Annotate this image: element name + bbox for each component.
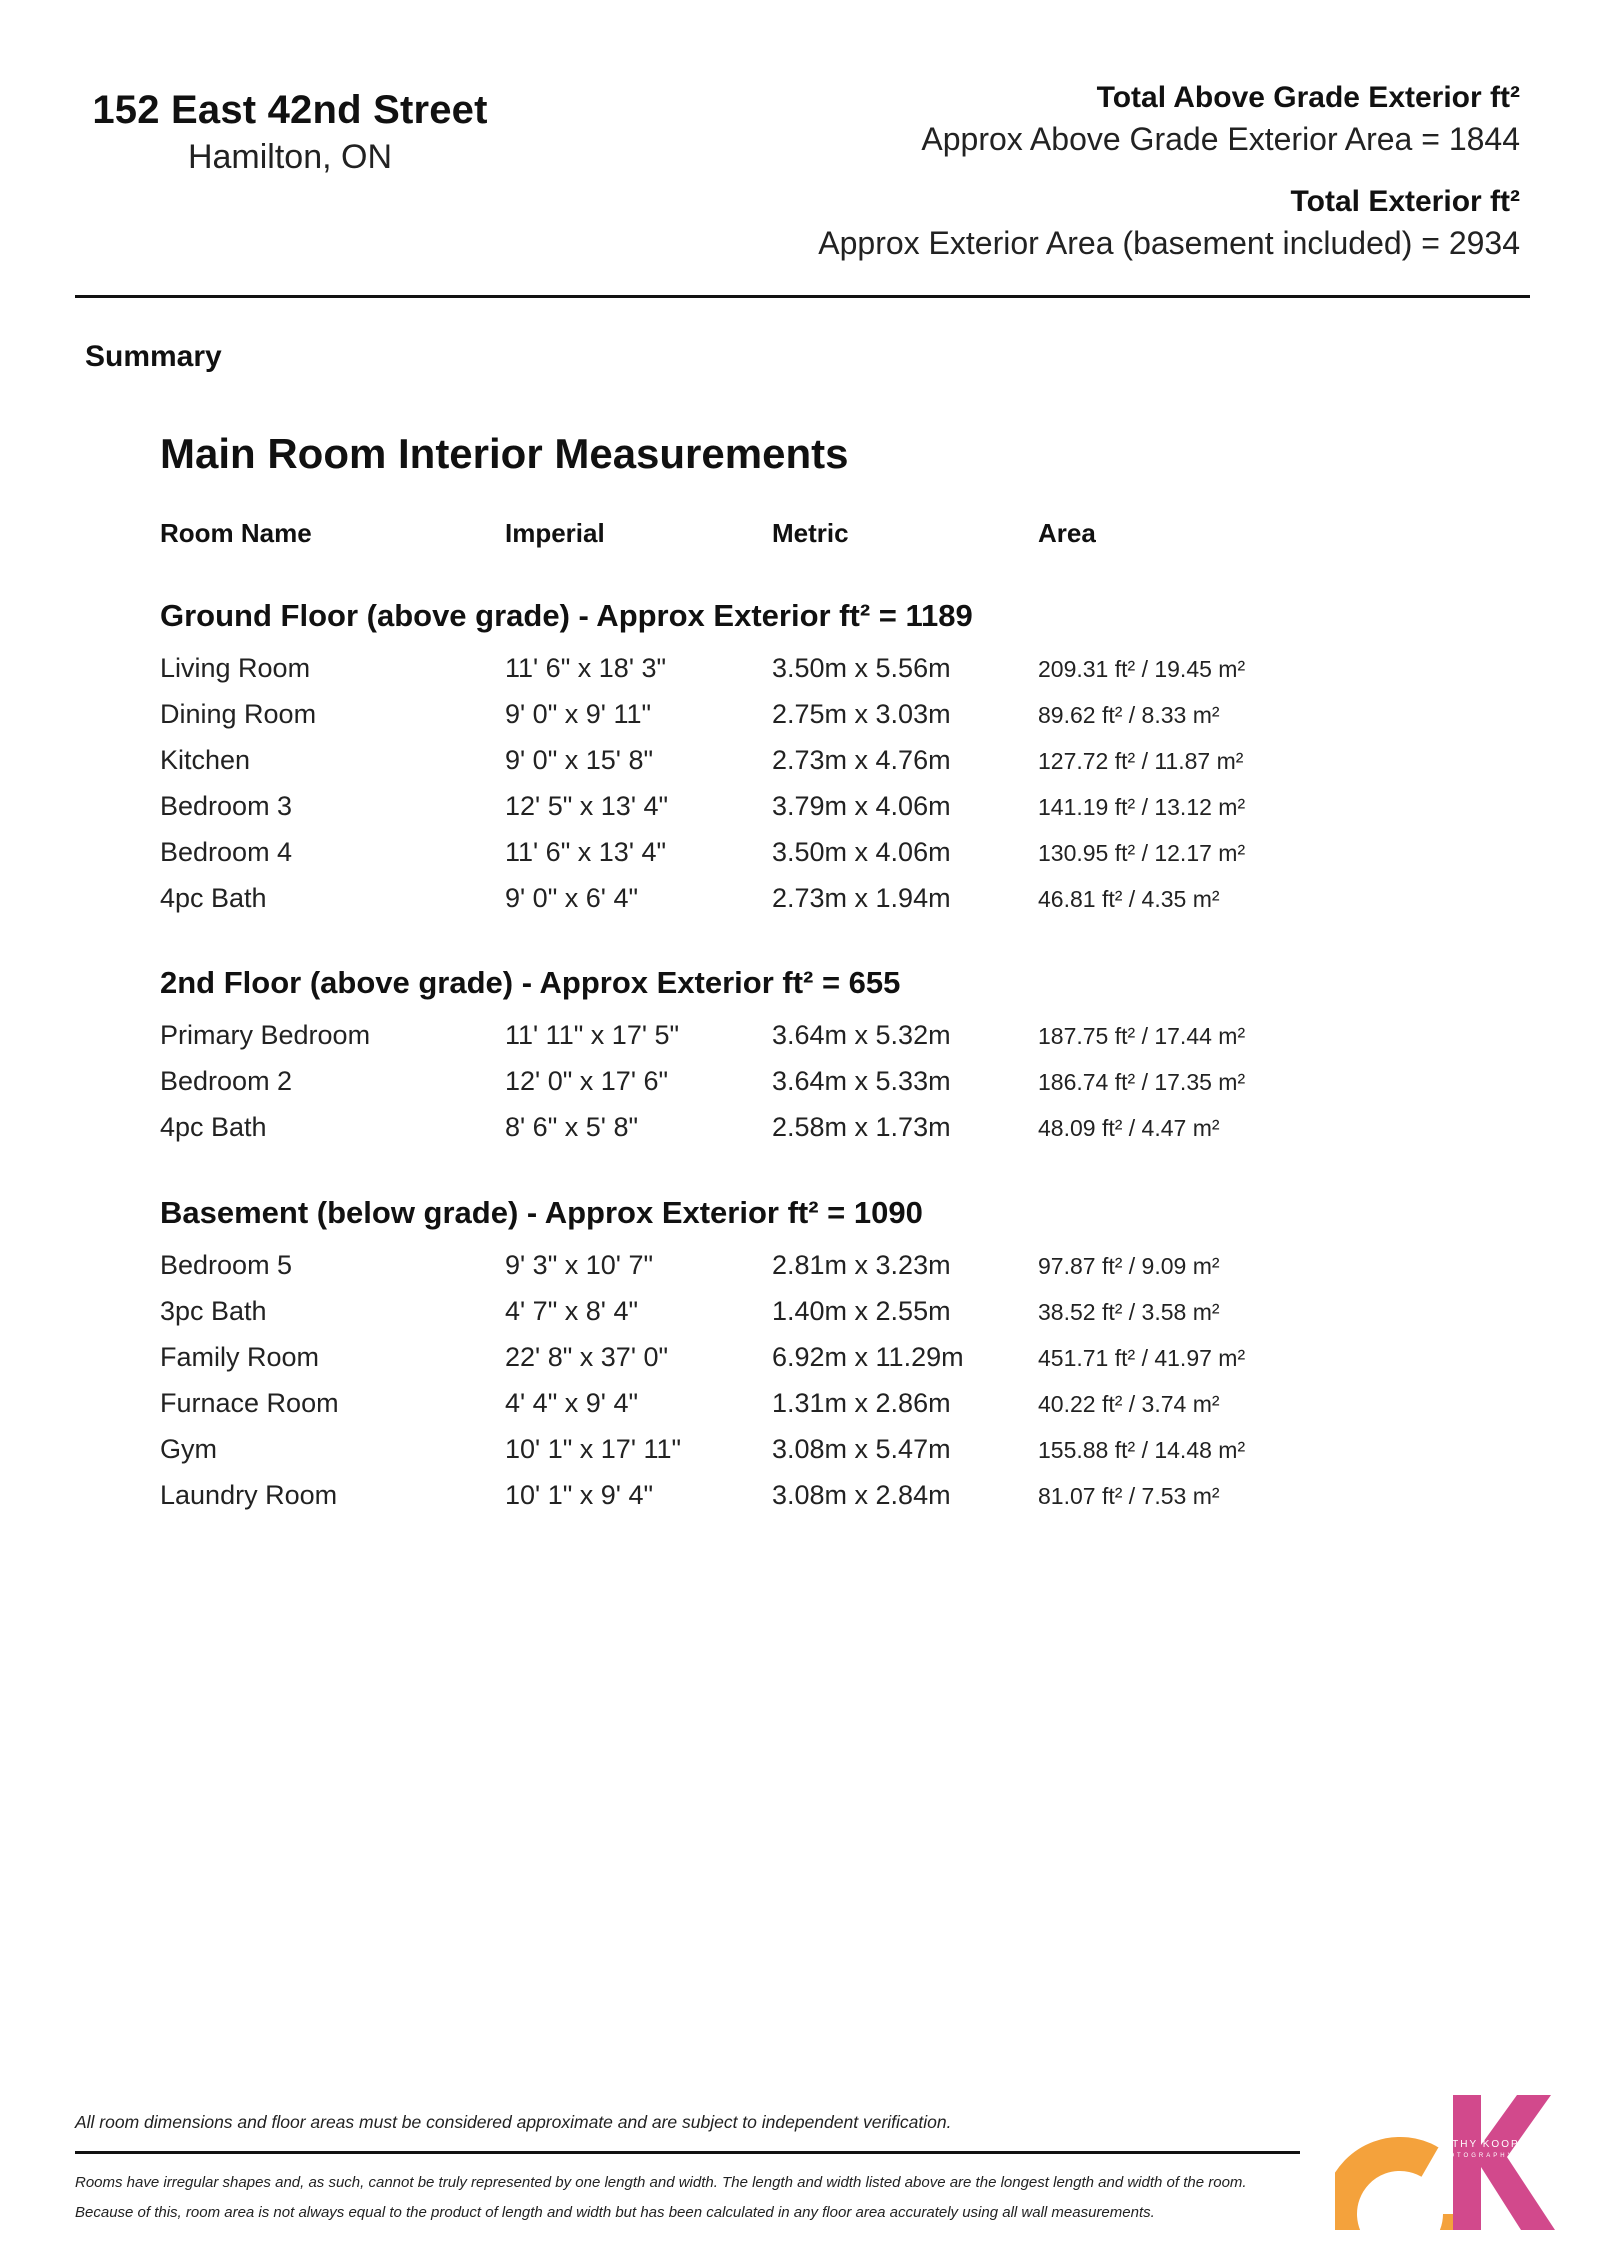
area-cell: 48.09 ft² / 4.47 m² xyxy=(1038,1115,1220,1141)
disclaimer: All room dimensions and floor areas must be considered approximate and are subject to independent verification. xyxy=(75,2112,952,2132)
imperial-cell: 22' 8" x 37' 0" xyxy=(505,1342,669,1372)
imperial-cell: 9' 0" x 15' 8" xyxy=(505,745,654,775)
metric-cell: 2.75m x 3.03m xyxy=(772,699,951,729)
area-cell: 155.88 ft² / 14.48 m² xyxy=(1038,1437,1246,1463)
floor-section-title: Ground Floor (above grade) - Approx Exterior ft² = 1189 xyxy=(160,598,973,633)
area-cell: 209.31 ft² / 19.45 m² xyxy=(1038,656,1246,682)
table-row xyxy=(160,883,1360,919)
metric-cell: 3.50m x 5.56m xyxy=(772,653,951,683)
table-row xyxy=(160,791,1360,827)
imperial-cell: 9' 3" x 10' 7" xyxy=(505,1250,654,1280)
room-name-cell: Kitchen xyxy=(160,745,251,775)
footnote-1: Rooms have irregular shapes and, as such, cannot be truly represented by one length and width. The length and width listed above are the longest length and width of the room. xyxy=(75,2174,1247,2191)
footnote-2: Because of this, room area is not always equal to the product of length and width but has been calculated in any floor area accurately using all wall measurements. xyxy=(75,2204,1155,2221)
ok-logo-graphic xyxy=(1335,2095,1575,2230)
page-title: Main Room Interior Measurements xyxy=(160,430,849,477)
imperial-cell: 10' 1" x 9' 4" xyxy=(505,1480,654,1510)
imperial-cell: 11' 6" x 18' 3" xyxy=(505,653,667,683)
imperial-cell: 12' 5" x 13' 4" xyxy=(505,791,669,821)
room-name-cell: Living Room xyxy=(160,653,311,683)
area-cell: 127.72 ft² / 11.87 m² xyxy=(1038,748,1244,774)
metric-cell: 1.31m x 2.86m xyxy=(772,1388,951,1418)
room-name-cell: 4pc Bath xyxy=(160,883,267,913)
room-name-cell: Primary Bedroom xyxy=(160,1020,371,1050)
logo-o-shape xyxy=(1340,2154,1460,2230)
room-name-cell: 4pc Bath xyxy=(160,1112,267,1142)
imperial-cell: 10' 1" x 17' 11" xyxy=(505,1434,682,1464)
table-header xyxy=(160,518,1360,552)
area-cell: 130.95 ft² / 12.17 m² xyxy=(1038,840,1246,866)
street-address: 152 East 42nd Street xyxy=(92,88,488,132)
area-cell: 141.19 ft² / 13.12 m² xyxy=(1038,794,1246,820)
metric-cell: 3.64m x 5.33m xyxy=(772,1066,951,1096)
area-cell: 89.62 ft² / 8.33 m² xyxy=(1038,702,1220,728)
metric-cell: 6.92m x 11.29m xyxy=(772,1342,964,1372)
metric-cell: 3.64m x 5.32m xyxy=(772,1020,951,1050)
column-header-room-name: Room Name xyxy=(160,518,312,548)
table-row xyxy=(160,653,1360,689)
city-province: Hamilton, ON xyxy=(187,138,393,176)
metric-cell: 2.81m x 3.23m xyxy=(772,1250,951,1280)
property-address xyxy=(60,86,520,178)
floor-section-title: 2nd Floor (above grade) - Approx Exterior ft² = 655 xyxy=(160,965,901,1000)
metric-cell: 3.79m x 4.06m xyxy=(772,791,951,821)
above-grade-title: Total Above Grade Exterior ft² xyxy=(1096,81,1520,114)
metric-cell: 1.40m x 2.55m xyxy=(772,1296,951,1326)
column-header-metric: Metric xyxy=(772,518,849,548)
table-row xyxy=(160,1112,1360,1148)
area-cell: 38.52 ft² / 3.58 m² xyxy=(1038,1299,1220,1325)
area-cell: 46.81 ft² / 4.35 m² xyxy=(1038,886,1220,912)
cathy-koop-logo xyxy=(1335,2095,1575,2230)
room-name-cell: Bedroom 2 xyxy=(160,1066,293,1096)
logo-text-line2: PHOTOGRAPHY xyxy=(1435,2153,1515,2159)
area-cell: 97.87 ft² / 9.09 m² xyxy=(1038,1253,1220,1279)
floor-section-title: Basement (below grade) - Approx Exterior ft² = 1090 xyxy=(160,1195,923,1230)
area-cell: 187.75 ft² / 17.44 m² xyxy=(1038,1023,1246,1049)
room-name-cell: Furnace Room xyxy=(160,1388,339,1418)
column-header-imperial: Imperial xyxy=(505,518,605,548)
room-name-cell: Family Room xyxy=(160,1342,320,1372)
metric-cell: 2.73m x 1.94m xyxy=(772,883,951,913)
imperial-cell: 11' 6" x 13' 4" xyxy=(505,837,667,867)
metric-cell: 3.08m x 2.84m xyxy=(772,1480,951,1510)
area-cell: 451.71 ft² / 41.97 m² xyxy=(1038,1345,1246,1371)
area-cell: 81.07 ft² / 7.53 m² xyxy=(1038,1483,1220,1509)
table-row xyxy=(160,699,1360,735)
table-row xyxy=(160,1480,1360,1516)
metric-cell: 3.08m x 5.47m xyxy=(772,1434,951,1464)
table-row xyxy=(160,837,1360,873)
room-name-cell: Bedroom 4 xyxy=(160,837,293,867)
metric-cell: 2.58m x 1.73m xyxy=(772,1112,951,1142)
room-name-cell: Bedroom 3 xyxy=(160,791,293,821)
logo-text-line1: CATHY KOOP xyxy=(1435,2139,1520,2150)
room-name-cell: Dining Room xyxy=(160,699,317,729)
table-row xyxy=(160,1250,1360,1286)
table-row xyxy=(160,1020,1360,1056)
area-cell: 186.74 ft² / 17.35 m² xyxy=(1038,1069,1246,1095)
imperial-cell: 9' 0" x 9' 11" xyxy=(505,699,652,729)
metric-cell: 3.50m x 4.06m xyxy=(772,837,951,867)
imperial-cell: 12' 0" x 17' 6" xyxy=(505,1066,669,1096)
table-row xyxy=(160,1342,1360,1378)
area-totals xyxy=(818,78,1520,264)
above-grade-value: Approx Above Grade Exterior Area = 1844 xyxy=(921,121,1520,157)
logo-k-shape xyxy=(1453,2095,1555,2230)
table-row xyxy=(160,1388,1360,1424)
header-divider xyxy=(75,295,1530,298)
imperial-cell: 4' 7" x 8' 4" xyxy=(505,1296,639,1326)
imperial-cell: 9' 0" x 6' 4" xyxy=(505,883,639,913)
total-exterior-title: Total Exterior ft² xyxy=(1290,185,1520,218)
room-name-cell: 3pc Bath xyxy=(160,1296,267,1326)
table-row xyxy=(160,1434,1360,1470)
room-name-cell: Laundry Room xyxy=(160,1480,338,1510)
imperial-cell: 4' 4" x 9' 4" xyxy=(505,1388,639,1418)
column-header-area: Area xyxy=(1038,518,1096,548)
metric-cell: 2.73m x 4.76m xyxy=(772,745,951,775)
imperial-cell: 11' 11" x 17' 5" xyxy=(505,1020,680,1050)
area-cell: 40.22 ft² / 3.74 m² xyxy=(1038,1391,1220,1417)
room-name-cell: Gym xyxy=(160,1434,217,1464)
room-name-cell: Bedroom 5 xyxy=(160,1250,293,1280)
imperial-cell: 8' 6" x 5' 8" xyxy=(505,1112,639,1142)
total-exterior-value: Approx Exterior Area (basement included) = 2934 xyxy=(818,225,1520,261)
summary-heading: Summary xyxy=(85,340,222,373)
table-row xyxy=(160,745,1360,781)
footer-divider xyxy=(75,2151,1300,2154)
table-row xyxy=(160,1066,1360,1102)
table-row xyxy=(160,1296,1360,1332)
